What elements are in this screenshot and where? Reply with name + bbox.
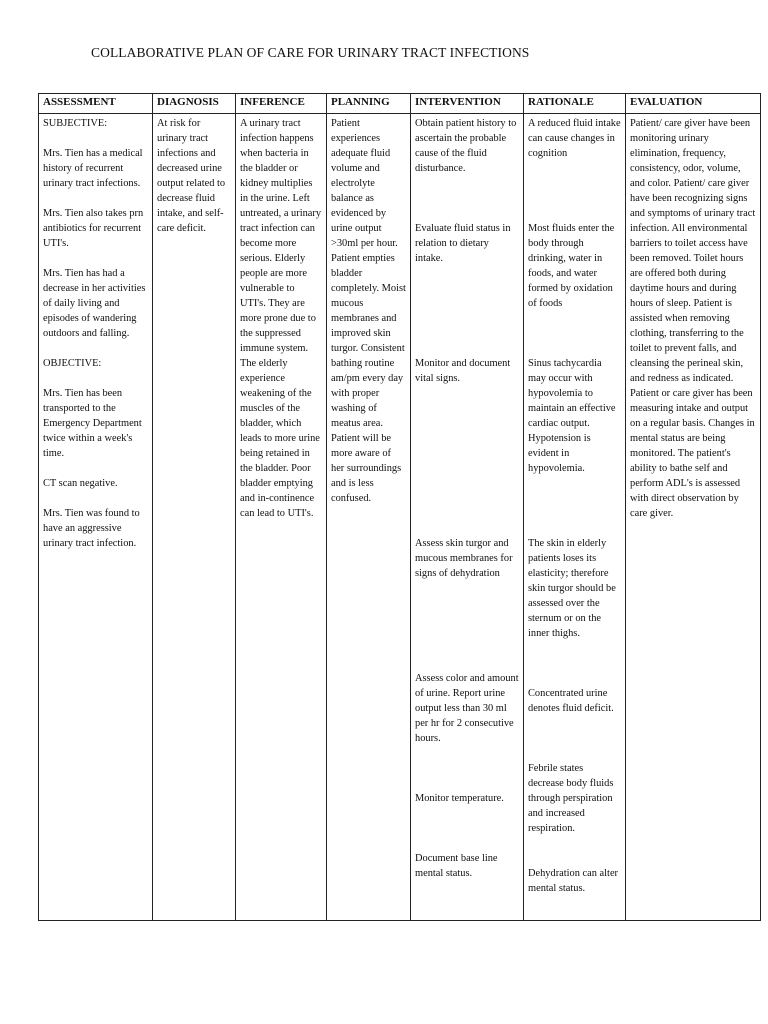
header-planning: PLANNING xyxy=(327,94,411,114)
objective-label: OBJECTIVE: xyxy=(43,358,102,369)
assessment-cell xyxy=(39,114,153,921)
header-inference: INFERENCE xyxy=(236,94,327,114)
care-plan-table xyxy=(38,93,761,921)
inference-cell xyxy=(236,114,327,921)
subjective-label: SUBJECTIVE: xyxy=(43,118,108,129)
intervention-item: Assess color and amount of urine. Report urine output less than 30 ml per hr for 2 consecutive hours. xyxy=(415,673,519,744)
evaluation-cell xyxy=(626,114,761,921)
intervention-item: Document base line mental status. xyxy=(415,853,498,879)
header-intervention: INTERVENTION xyxy=(411,94,524,114)
header-rationale: RATIONALE xyxy=(524,94,626,114)
header-row xyxy=(39,94,761,114)
diagnosis-cell xyxy=(153,114,236,921)
subjective-item: Mrs. Tien also takes prn antibiotics for recurrent UTI's. xyxy=(43,208,144,249)
intervention-item: Monitor temperature. xyxy=(415,793,504,804)
rationale-item: The skin in elderly patients loses its elasticity; therefore skin turgor should be assessed over the sternum or on the inner thighs. xyxy=(528,538,616,639)
planning-cell xyxy=(327,114,411,921)
rationale-item: Concentrated urine denotes fluid deficit. xyxy=(528,688,614,714)
intervention-item: Obtain patient history to ascertain the probable cause of the fluid disturbance. xyxy=(415,118,517,174)
objective-item: CT scan negative. xyxy=(43,478,118,489)
diagnosis-text: At risk for urinary tract infections and decreased urine output related to decrease fluid intake, and self-care deficit. xyxy=(157,118,226,234)
rationale-item: Most fluids enter the body through drinking, water in foods, and water formed by oxidation of foods xyxy=(528,223,615,309)
document-title: COLLABORATIVE PLAN OF CARE FOR URINARY TRACT INFECTIONS xyxy=(91,45,530,60)
rationale-item: Febrile states decrease body fluids through perspiration and increased respiration. xyxy=(528,763,614,834)
header-evaluation: EVALUATION xyxy=(626,94,761,114)
inference-text: A urinary tract infection happens when bacteria in the bladder or kidney multiplies in the urine. Left untreated, a urinary tract infection can become more serious. Elderly people are more vulnerable to UTI's. They are more prone due to the suppressed immune system. The elderly experience weakening of the muscles of the bladder, which leads to more urine being retained in the bladder. Poor bladder emptying and in-continence can lead to UTI's. xyxy=(240,118,322,519)
intervention-item: Monitor and document vital signs. xyxy=(415,358,511,384)
subjective-item: Mrs. Tien has had a decrease in her activities of daily living and episodes of wandering outdoors and falling. xyxy=(43,268,146,339)
intervention-item: Evaluate fluid status in relation to dietary intake. xyxy=(415,223,511,264)
planning-text: Patient experiences adequate fluid volume and electrolyte balance as evidenced by urine output >30ml per hour. Patient empties bladder completely. Moist mucous membranes and improved skin turgor. Consistent bathing routine am/pm every day with proper washing of meatus area. Patient will be more aware of her surroundings and is less confused. xyxy=(331,118,406,504)
intervention-item: Assess skin turgor and mucous membranes for signs of dehydration xyxy=(415,538,513,579)
objective-item: Mrs. Tien was found to have an aggressive urinary tract infection. xyxy=(43,508,140,549)
subjective-item: Mrs. Tien has a medical history of recurrent urinary tract infections. xyxy=(43,148,143,189)
intervention-cell xyxy=(411,114,524,921)
header-assessment: ASSESSMENT xyxy=(39,94,153,114)
content-row xyxy=(39,114,761,921)
evaluation-text: Patient/ care giver have been monitoring urinary elimination, frequency, consistency, odor, volume, and color. Patient/ care giver have been recognizing signs and symptoms of urinary tract infection. All environmental barriers to toilet access have been removed. Toilet hours are offered both during daytime hours and during hours of sleep. Patient is assisted when removing clothing, transferring to the toilet to prevent falls, and cleansing the perineal skin, and redness as indicated. Patient or care giver has been measuring intake and output on a regular basis. Changes in mental status are being monitored. The patient's ability to bathe self and perform ADL's is assessed with direct observation by care giver. xyxy=(630,118,756,519)
header-diagnosis: DIAGNOSIS xyxy=(153,94,236,114)
objective-item: Mrs. Tien has been transported to the Emergency Department twice within a week's time. xyxy=(43,388,142,459)
rationale-cell xyxy=(524,114,626,921)
rationale-item: A reduced fluid intake can cause changes in cognition xyxy=(528,118,621,159)
rationale-item: Dehydration can alter mental status. xyxy=(528,868,619,894)
rationale-item: Sinus tachycardia may occur with hypovolemia to maintain an effective cardiac output. Hypotension is evident in hypovolemia. xyxy=(528,358,616,474)
